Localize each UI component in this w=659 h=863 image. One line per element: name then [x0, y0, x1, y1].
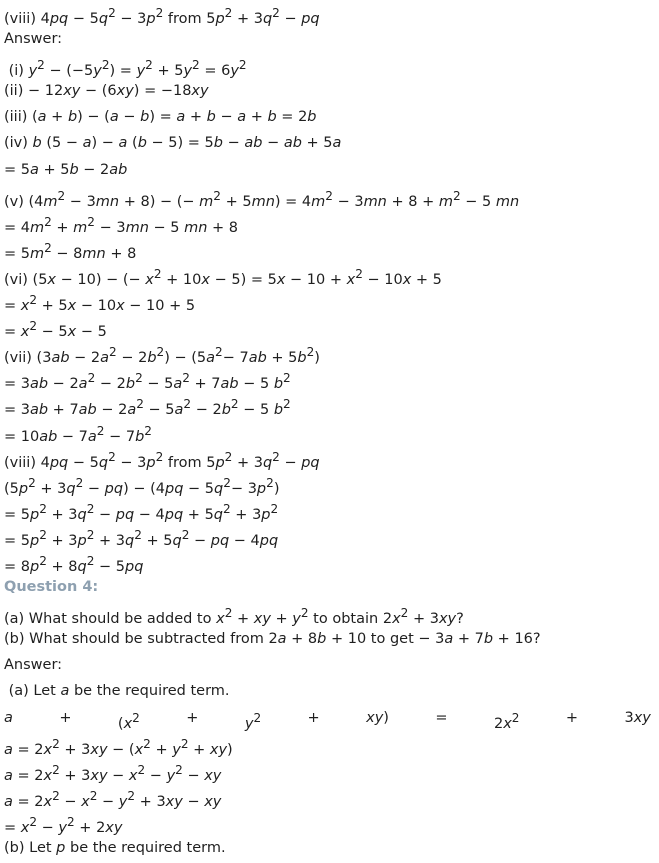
math-line: (viii) $4pq - 5q^2 - 3p^2$ from $5p^2 + 3q^2$ − pq	[4, 6, 320, 27]
math-line: (b) Let p be the required term.	[4, 840, 226, 856]
math-line: (iv) b (5 − a) − a (b − 5) = 5b − ab − ab + 5a	[4, 135, 342, 152]
answer-label: Answer:	[4, 31, 63, 48]
math-line: $(5p^2 + 3q^2 - pq) - (4pq - 5q^2- 3p^2)$	[4, 475, 280, 497]
math-line: (i) $y^2 - (-5y^2) = y^2 + 5y^2 = 6y^2$	[4, 58, 247, 80]
math-line: = $5m^2 - 8mn + 8$	[4, 240, 137, 262]
math-line: = 5a + 5b − 2ab	[4, 161, 128, 178]
math-line: (v) $(4m^2 - 3mn + 8)$ − (− $m^2 + 5mn) = 4m^2 - 3mn + 8 + m^2 - 5$ mn	[4, 188, 520, 210]
math-line: $a = 2x^2 + 3xy - x^2 - y^2$ − xy	[4, 762, 222, 784]
math-line: (vii) $(3ab - 2a^2 - 2b^2) - (5a^2- 7ab + 5b^2)$	[4, 345, 320, 367]
math-line: (ii) − 12xy − (6xy) = −18xy	[4, 83, 209, 100]
math-line: = $x^2 - y^2 + 2xy$	[4, 814, 123, 836]
equation-term: a	[4, 709, 13, 726]
math-line: (vi) (5x − 10) − (− $x^2 + 10x - 5) = 5x - 10 + x^2 - 10x + 5$	[4, 266, 442, 288]
math-line: = $x^2 - 5x - 5$	[4, 319, 107, 340]
math-line: (a) What should be added to $x^2$ + xy + $y^2$ to obtain $2x^2 + 3xy$?	[4, 606, 464, 627]
equation-term: =	[435, 709, 448, 726]
equation-term: $2x^2$	[493, 710, 520, 732]
answer-label: Answer:	[4, 657, 63, 674]
math-line: (viii) $4pq - 5q^2 - 3p^2$ from $5p^2 + 3q^2$ − pq	[4, 449, 320, 471]
math-line: (b) What should be subtracted from 2a + 8b + 10 to get − 3a + 7b + 16?	[4, 631, 541, 648]
math-line: (a) Let a be the required term.	[4, 683, 230, 700]
math-line: = $3ab + 7ab - 2a^2 - 5a^2 - 2b^2 - 5$ $b^2$	[4, 397, 291, 419]
math-line: = $x^2 + 5x - 10x - 10 + 5$	[4, 293, 196, 314]
math-line: = $3ab - 2a^2 - 2b^2 - 5a^2 + 7ab - 5$ $b^2$	[4, 371, 291, 393]
math-line: (iii) (a + b) − (a − b) = a + b − a + b = 2b	[4, 109, 317, 126]
equation-term: xy)	[366, 709, 389, 726]
math-line: $a = 2x^2 - x^2 - y^2 + 3xy$ − xy	[4, 788, 222, 810]
equation-term: ($x^2$	[117, 710, 140, 732]
equation-term: 3xy	[624, 709, 651, 726]
math-line: = $5p^2 + 3q^2$ − pq − $4pq + 5q^2 + 3p^2$	[4, 501, 279, 523]
math-line: = $10ab - 7a^2 - 7b^2$	[4, 423, 152, 445]
question-heading: Question 4:	[4, 579, 99, 596]
math-line: $a = 2x^2 + 3xy - (x^2 + y^2 + xy)$	[4, 736, 233, 758]
equation-term: +	[186, 709, 199, 726]
math-line: = $5p^2 + 3p^2 + 3q^2 + 5q^2$ − pq − 4pq	[4, 527, 279, 549]
math-line: = $8p^2 + 8q^2 - 5pq$	[4, 553, 144, 575]
equation-term: +	[307, 709, 320, 726]
spaced-equation-line	[4, 705, 655, 731]
equation-term: +	[59, 709, 72, 726]
equation-term: +	[565, 709, 579, 726]
math-line: = $4m^2 + m^2 - 3mn - 5$ mn + 8	[4, 214, 239, 236]
equation-term: $y^2$	[244, 710, 262, 732]
